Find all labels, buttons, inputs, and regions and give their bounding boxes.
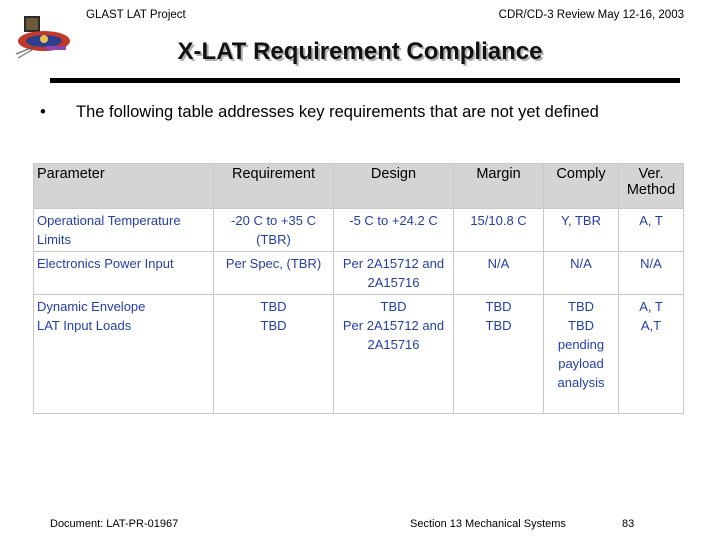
cell-method: A, T xyxy=(619,209,684,252)
review-name: CDR/CD-3 Review May 12-16, 2003 xyxy=(498,9,684,21)
cell-margin xyxy=(454,295,544,414)
cell-line: TBD xyxy=(485,318,512,333)
cell-line: TBD pending payload analysis xyxy=(557,318,605,390)
cell-comply: Y, TBR xyxy=(544,209,619,252)
cell-parameter: Electronics Power Input xyxy=(34,252,214,295)
cell-line: TBD xyxy=(380,299,407,314)
cell-requirement: -20 C to +35 C (TBR) xyxy=(214,209,334,252)
cell-line: Dynamic Envelope xyxy=(37,299,146,314)
col-header-margin: Margin xyxy=(454,164,544,209)
footer-document: Document: LAT-PR-01967 xyxy=(50,518,179,530)
cell-parameter xyxy=(34,295,214,414)
cell-margin: 15/10.8 C xyxy=(454,209,544,252)
col-header-parameter: Parameter xyxy=(34,164,214,209)
title-divider xyxy=(50,78,680,83)
bullet-text: The following table addresses key requirements that are not yet defined xyxy=(76,103,599,121)
cell-comply: N/A xyxy=(544,252,619,295)
cell-line: TBD xyxy=(568,299,594,314)
project-name: GLAST LAT Project xyxy=(86,9,186,21)
bullet-symbol: • xyxy=(40,103,46,121)
col-header-requirement: Requirement xyxy=(214,164,334,209)
table-row xyxy=(34,209,684,252)
cell-requirement: Per Spec, (TBR) xyxy=(214,252,334,295)
cell-design: Per 2A15712 and 2A15716 xyxy=(334,252,454,295)
table-row xyxy=(34,295,684,414)
cell-design xyxy=(334,295,454,414)
cell-design: -5 C to +24.2 C xyxy=(334,209,454,252)
table-row xyxy=(34,252,684,295)
col-header-design: Design xyxy=(334,164,454,209)
requirements-table xyxy=(33,163,684,414)
footer-section: Section 13 Mechanical Systems xyxy=(410,518,566,530)
cell-line: TBD xyxy=(260,318,287,333)
cell-line: TBD xyxy=(485,299,512,314)
cell-margin: N/A xyxy=(454,252,544,295)
cell-line: A, T xyxy=(639,299,663,314)
col-header-method: Ver. Method xyxy=(619,164,684,209)
cell-method: N/A xyxy=(619,252,684,295)
cell-line: TBD xyxy=(260,299,287,314)
cell-method xyxy=(619,295,684,414)
cell-parameter: Operational Temperature Limits xyxy=(34,209,214,252)
table-header-row xyxy=(34,164,684,209)
cell-line: Per 2A15712 and 2A15716 xyxy=(342,318,445,352)
footer-page-number: 83 xyxy=(622,518,635,530)
cell-line: A,T xyxy=(640,318,662,333)
page-title: X-LAT Requirement Compliance xyxy=(177,38,543,65)
cell-comply xyxy=(544,295,619,414)
col-header-comply: Comply xyxy=(544,164,619,209)
cell-requirement xyxy=(214,295,334,414)
cell-line: LAT Input Loads xyxy=(37,318,132,333)
